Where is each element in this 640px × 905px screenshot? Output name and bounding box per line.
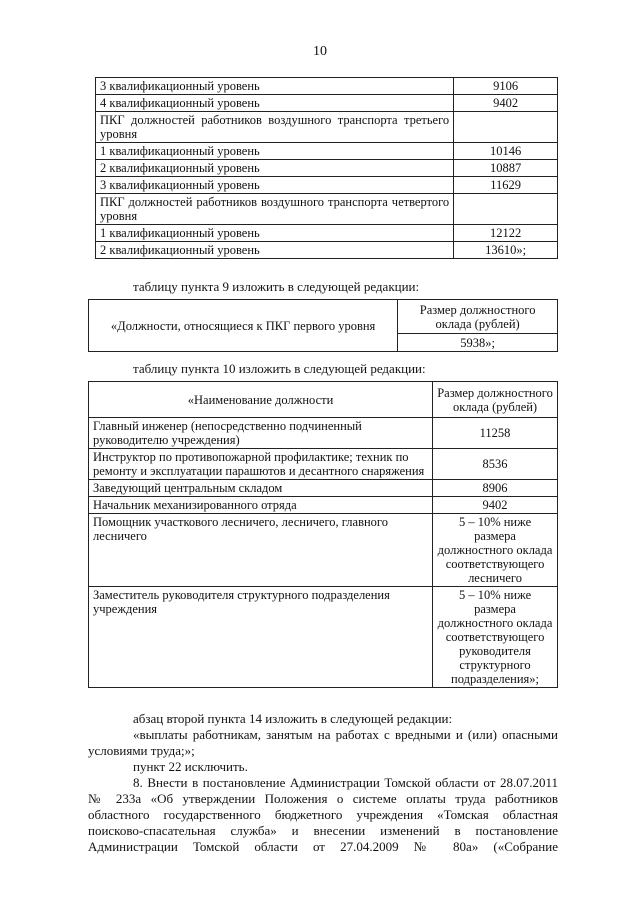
position-name: Инструктор по противопожарной профилактике; техник по ремонту и эксплуатации парашютов и десантного снаряжения <box>89 449 433 480</box>
qualification-levels-table <box>95 77 558 259</box>
position-name: Заместитель руководителя структурного подразделения учреждения <box>89 587 433 688</box>
section-8-line2: № 233а «Об утверждении Положения о системе оплаты труда работников <box>88 791 558 806</box>
paragraph-table9: таблицу пункта 9 изложить в следующей редакции: <box>133 279 420 294</box>
table2-header-value: Размер должностного оклада (рублей) <box>398 300 558 334</box>
table-row <box>89 449 558 480</box>
group-label: ПКГ должностей работников воздушного транспорта четвертого уровня <box>96 194 454 225</box>
paragraph-14-text-line2: условиями труда;»; <box>88 743 195 758</box>
level-label: 2 квалификационный уровень <box>96 242 454 259</box>
table-row <box>96 78 558 95</box>
group-label: ПКГ должностей работников воздушного транспорта третьего уровня <box>96 112 454 143</box>
table-row <box>96 95 558 112</box>
section-8-line1: 8. Внести в постановление Администрации Томской области от 28.07.2011 <box>133 775 558 790</box>
salary-value <box>454 112 558 143</box>
table-row <box>89 480 558 497</box>
position-salary: 9402 <box>433 497 558 514</box>
salary-value <box>454 194 558 225</box>
salary-value: 13610»; <box>454 242 558 259</box>
salary-value: 12122 <box>454 225 558 242</box>
level-label: 3 квалификационный уровень <box>96 78 454 95</box>
level-label: 3 квалификационный уровень <box>96 177 454 194</box>
table2-position-label: «Должности, относящиеся к ПКГ первого уровня <box>89 300 398 352</box>
table-row <box>96 112 558 143</box>
table-row <box>89 497 558 514</box>
salary-value: 9402 <box>454 95 558 112</box>
position-salary: 5 – 10% ниже размера должностного оклада соответствующего руководителя структурного подразделения»; <box>433 587 558 688</box>
first-level-salary-table <box>88 299 558 352</box>
salary-value: 10146 <box>454 143 558 160</box>
table-row <box>96 225 558 242</box>
salary-value: 9106 <box>454 78 558 95</box>
position-name: Начальник механизированного отряда <box>89 497 433 514</box>
section-8-line4: поисково-спасательная служба» и внесении изменений в постановление <box>88 823 558 838</box>
table3-header-value: Размер должностного оклада (рублей) <box>433 382 558 418</box>
table-row <box>96 177 558 194</box>
table-row <box>89 418 558 449</box>
section-8-line5: Администрации Томской области от 27.04.2009 № 80а» («Собрание <box>88 839 558 854</box>
salary-value: 11629 <box>454 177 558 194</box>
table3-header-name: «Наименование должности <box>89 382 433 418</box>
paragraph-22-exclude: пункт 22 исключить. <box>133 759 248 774</box>
level-label: 4 квалификационный уровень <box>96 95 454 112</box>
position-salary: 11258 <box>433 418 558 449</box>
level-label: 1 квалификационный уровень <box>96 225 454 242</box>
positions-salary-table <box>88 381 558 688</box>
position-name: Главный инженер (непосредственно подчиненный руководителю учреждения) <box>89 418 433 449</box>
position-name: Заведующий центральным складом <box>89 480 433 497</box>
position-name: Помощник участкового лесничего, лесничего, главного лесничего <box>89 514 433 587</box>
table-row <box>89 514 558 587</box>
table-row <box>96 143 558 160</box>
page-number: 10 <box>313 44 327 59</box>
table-row <box>96 242 558 259</box>
paragraph-14-intro: абзац второй пункта 14 изложить в следующей редакции: <box>133 711 453 726</box>
table-row <box>96 194 558 225</box>
paragraph-table10: таблицу пункта 10 изложить в следующей редакции: <box>133 361 426 376</box>
table2-salary-value: 5938»; <box>398 334 558 352</box>
position-salary: 5 – 10% ниже размера должностного оклада соответствующего лесничего <box>433 514 558 587</box>
position-salary: 8906 <box>433 480 558 497</box>
position-salary: 8536 <box>433 449 558 480</box>
table-row <box>89 587 558 688</box>
salary-value: 10887 <box>454 160 558 177</box>
level-label: 2 квалификационный уровень <box>96 160 454 177</box>
paragraph-14-text-line1: «выплаты работникам, занятым на работах с вредными и (или) опасными <box>133 727 558 742</box>
table-row <box>96 160 558 177</box>
section-8-line3: областного государственного бюджетного учреждения «Томская областная <box>88 807 558 822</box>
level-label: 1 квалификационный уровень <box>96 143 454 160</box>
